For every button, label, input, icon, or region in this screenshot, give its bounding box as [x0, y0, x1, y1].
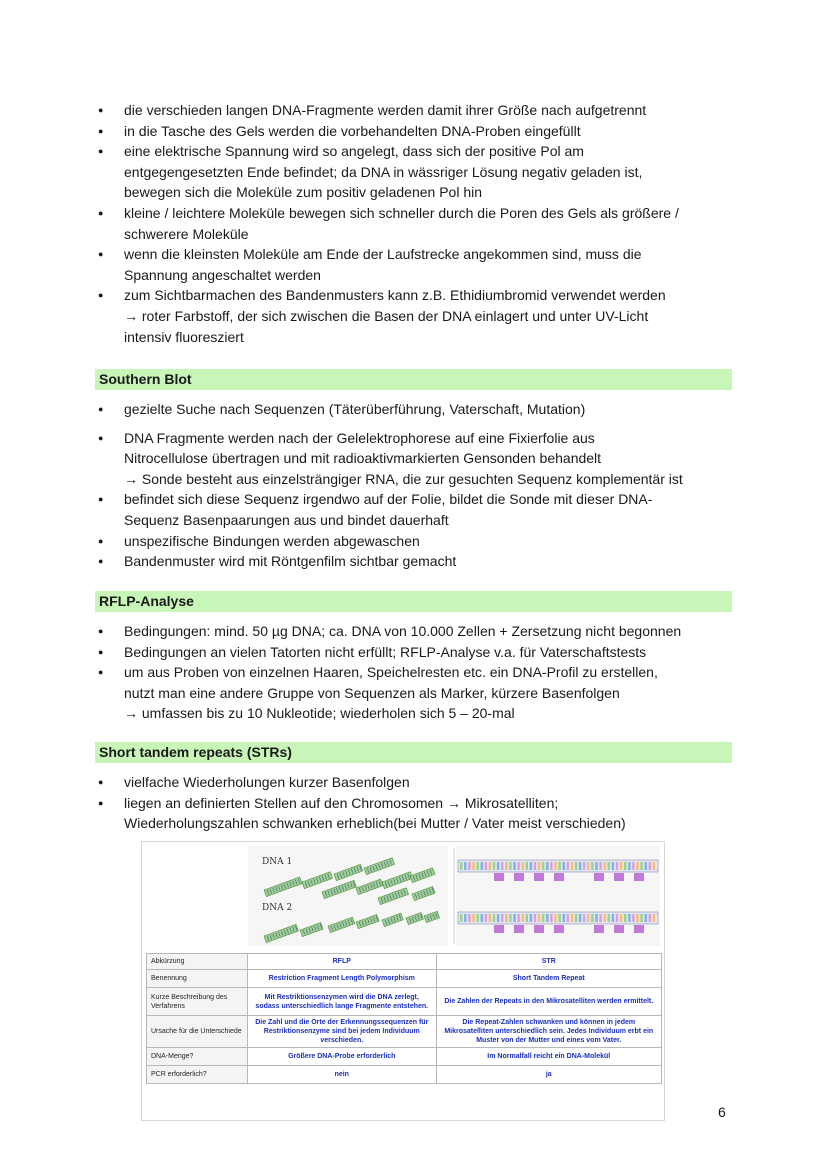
repeat-marker [614, 925, 624, 933]
table-row [147, 1066, 662, 1084]
dna-illustration [142, 842, 664, 950]
repeat-marker [594, 873, 604, 881]
row-label-cell: Abkürzung [147, 954, 248, 970]
table-row [147, 954, 662, 970]
list-item: ● kleine / leichtere Moleküle bewegen sich schneller durch die Poren des Gels als größere / schwerere Moleküle [98, 203, 738, 244]
section-heading-southern-blot: Southern Blot [95, 369, 732, 390]
str-strand [458, 912, 658, 924]
row-label-cell: Kurze Beschreibung des Verfahrens [147, 988, 248, 1016]
str-cell: Die Repeat-Zahlen schwanken und können in jedem Mikrosatelliten unterschiedlich sein. Jedes Individuum erbt ein Muster von der Mutter und eines vom Vater. [436, 1016, 661, 1048]
intro-bullet-list [98, 100, 738, 347]
table-row [147, 988, 662, 1016]
southern-bullet-list [98, 399, 738, 572]
list-item: ● vielfache Wiederholungen kurzer Basenfolgen [98, 772, 738, 793]
rflp-cell: Die Zahl und die Orte der Erkennungssequenzen für Restriktionsenzyme sind bei jedem Individuum verschieden. [248, 1016, 437, 1048]
list-item: ● wenn die kleinsten Moleküle am Ende der Laufstrecke angekommen sind, muss die Spannung angeschaltet werden [98, 244, 738, 285]
list-item: ● liegen an definierten Stellen auf den Chromosomen → Mikrosatelliten; Wiederholungszahlen schwanken erheblich(bei Mutter / Vater meist verschieden) [98, 793, 738, 834]
str-strand [458, 860, 658, 872]
list-item: ● eine elektrische Spannung wird so angelegt, dass sich der positive Pol am entgegengesetzten Ende befindet; da DNA in wässriger Lösung negativ geladen ist, bewegen sich die Moleküle zum positiv geladenen Pol hin [98, 141, 738, 203]
row-label-cell: PCR erforderlich? [147, 1066, 248, 1084]
table-row [147, 970, 662, 988]
repeat-marker [534, 925, 544, 933]
section-heading-rflp: RFLP-Analyse [95, 591, 732, 612]
rflp-cell: RFLP [248, 954, 437, 970]
str-cell: Short Tandem Repeat [436, 970, 661, 988]
str-bullet-list [98, 772, 738, 834]
rflp-cell: Mit Restriktionsenzymen wird die DNA zerlegt, sodass unterschiedlich lange Fragmente entstehen. [248, 988, 437, 1016]
row-label-cell: DNA-Menge? [147, 1048, 248, 1066]
dna2-label: DNA 2 [262, 903, 293, 913]
rflp-cell: nein [248, 1066, 437, 1084]
list-item: ● um aus Proben von einzelnen Haaren, Speichelresten etc. ein DNA-Profil zu erstellen, nutzt man eine andere Gruppe von Sequenzen als Marker, kürzere Basenfolgen → umfassen bis zu 10 Nukleotide; wiederholen sich 5 – 20-mal [98, 662, 738, 724]
table-row [147, 1048, 662, 1066]
repeat-marker [494, 925, 504, 933]
repeat-marker [614, 873, 624, 881]
list-item: ● Bedingungen: mind. 50 µg DNA; ca. DNA von 10.000 Zellen + Zersetzung nicht begonnen [98, 621, 738, 642]
row-label-cell: Ursache für die Unterschiede [147, 1016, 248, 1048]
list-item: ● unspezifische Bindungen werden abgewaschen [98, 531, 738, 552]
page-number: 6 [718, 1104, 726, 1120]
rflp-cell: Größere DNA-Probe erforderlich [248, 1048, 437, 1066]
rflp-str-comparison-figure [141, 841, 665, 1121]
repeat-marker [534, 873, 544, 881]
str-cell: Im Normalfall reicht ein DNA-Molekül [436, 1048, 661, 1066]
table-row [147, 1016, 662, 1048]
repeat-marker [594, 925, 604, 933]
list-item: ● gezielte Suche nach Sequenzen (Täterüberführung, Vaterschaft, Mutation) [98, 399, 738, 420]
list-item: ● befindet sich diese Sequenz irgendwo auf der Folie, bildet die Sonde mit dieser DNA- Sequenz Basenpaarungen aus und bindet dauerhaft [98, 489, 738, 530]
dna1-label: DNA 1 [262, 857, 293, 867]
repeat-marker [494, 873, 504, 881]
section-heading-str: Short tandem repeats (STRs) [95, 742, 732, 763]
list-item: ● Bedingungen an vielen Tatorten nicht erfüllt; RFLP-Analyse v.a. für Vaterschaftstests [98, 642, 738, 663]
repeat-marker [514, 925, 524, 933]
repeat-marker [514, 873, 524, 881]
str-cell: ja [436, 1066, 661, 1084]
list-item: ● die verschieden langen DNA-Fragmente werden damit ihrer Größe nach aufgetrennt [98, 100, 738, 121]
list-item: ● in die Tasche des Gels werden die vorbehandelten DNA-Proben eingefüllt [98, 121, 738, 142]
list-item: ● Bandenmuster wird mit Röntgenfilm sichtbar gemacht [98, 551, 738, 572]
list-item: ● zum Sichtbarmachen des Bandenmusters kann z.B. Ethidiumbromid verwendet werden → roter Farbstoff, der sich zwischen die Basen der DNA einlagert und unter UV-Licht intensiv fluoresziert [98, 285, 738, 347]
repeat-marker [634, 873, 644, 881]
repeat-marker [554, 925, 564, 933]
str-cell: Die Zahlen der Repeats in den Mikrosatelliten werden ermittelt. [436, 988, 661, 1016]
rflp-cell: Restriction Fragment Length Polymorphism [248, 970, 437, 988]
comparison-table [146, 953, 662, 1084]
repeat-marker [634, 925, 644, 933]
rflp-bullet-list [98, 621, 738, 724]
list-item: ● DNA Fragmente werden nach der Gelelektrophorese auf eine Fixierfolie aus Nitrocellulose übertragen und mit radioaktivmarkierten Gensonden behandelt → Sonde besteht aus einzelsträngiger RNA, die zur gesuchten Sequenz komplementär ist [98, 428, 738, 490]
repeat-marker [554, 873, 564, 881]
row-label-cell: Benennung [147, 970, 248, 988]
str-cell: STR [436, 954, 661, 970]
